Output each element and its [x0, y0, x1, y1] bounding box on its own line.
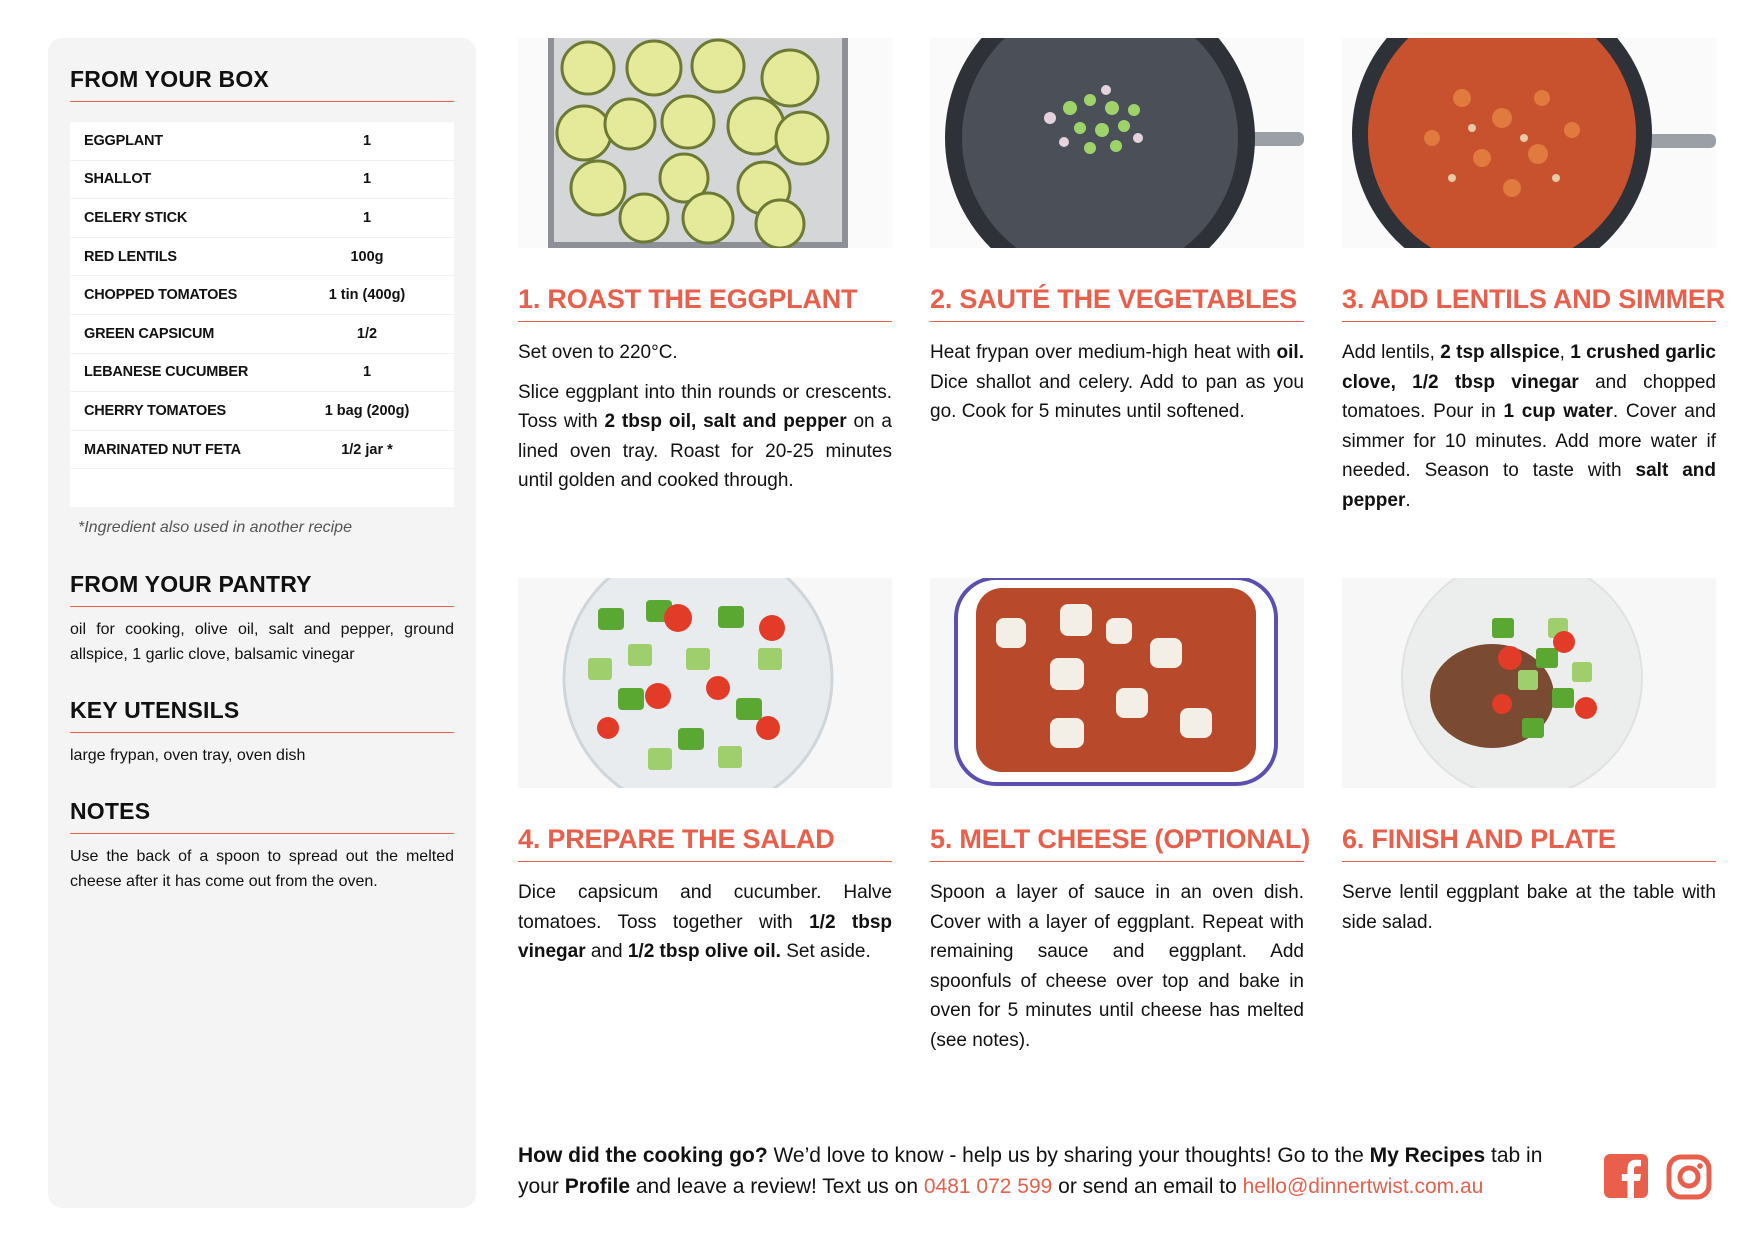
ingredient-row [70, 392, 454, 431]
ingredient-name: LEBANESE CUCUMBER [84, 364, 249, 381]
facebook-icon[interactable] [1604, 1154, 1648, 1203]
step-4-photo-salad-bowl [518, 578, 892, 788]
ingredient-qty: 1 [362, 364, 372, 381]
step-1 [518, 38, 892, 496]
ingredient-row [70, 238, 454, 277]
step-6-body [1342, 878, 1716, 937]
ingredient-name: RED LENTILS [84, 248, 177, 265]
step-2-text: Heat frypan over medium-high heat with oil. Dice shallot and celery. Add to pan as you go. Cook for 5 minutes until softened. [930, 342, 1304, 422]
ingredient-row [70, 315, 454, 354]
step-6-photo-plated-dish [1342, 578, 1716, 788]
step-3-photo-lentil-sauce [1342, 38, 1716, 248]
step-2-body [930, 338, 1304, 427]
from-your-box-heading: FROM YOUR BOX [70, 66, 454, 102]
step-6-text: Serve lentil eggplant bake at the table with side salad. [1342, 882, 1716, 933]
ingredient-row [70, 161, 454, 200]
ingredient-row [70, 276, 454, 315]
ingredient-qty: 100g [350, 248, 384, 265]
utensils-heading: KEY UTENSILS [70, 697, 454, 733]
ingredient-qty: 1/2 jar * [341, 441, 393, 458]
feedback-question: How did the cooking go? [518, 1144, 768, 1167]
ingredient-name: SHALLOT [84, 171, 152, 188]
ingredient-qty: 1 tin (400g) [328, 287, 406, 304]
step-2-photo-frypan-vegetables [930, 38, 1304, 248]
pantry-text: oil for cooking, olive oil, salt and pepper, ground allspice, 1 garlic clove, balsamic vinegar [70, 621, 454, 664]
utensils-section [70, 697, 454, 768]
ingredient-qty: 1 [362, 132, 372, 149]
ingredient-name: CHOPPED TOMATOES [84, 287, 238, 304]
step-6 [1342, 578, 1716, 937]
step-1-photo-eggplant-tray [518, 38, 892, 248]
step-5-title: 5. MELT CHEESE (OPTIONAL) [930, 824, 1304, 862]
ingredient-qty: 1 [362, 171, 372, 188]
ingredient-row-empty [70, 469, 454, 507]
pantry-section [70, 571, 454, 667]
profile-link[interactable]: Profile [564, 1175, 631, 1198]
sidebar [48, 38, 476, 1208]
ingredient-row [70, 354, 454, 393]
ingredient-name: EGGPLANT [84, 132, 163, 149]
ingredient-qty: 1 bag (200g) [324, 402, 410, 419]
step-5 [930, 578, 1311, 1055]
step-1-title: 1. ROAST THE EGGPLANT [518, 284, 892, 322]
step-5-body [930, 878, 1304, 1055]
step-4-text: Dice capsicum and cucumber. Halve tomatoes. Toss together with 1/2 tbsp vinegar and 1/2 tbsp olive oil. Set aside. [518, 882, 892, 962]
step-3 [1342, 38, 1726, 515]
notes-text: Use the back of a spoon to spread out the melted cheese after it has come out from the oven. [70, 848, 454, 891]
instagram-icon[interactable] [1666, 1154, 1712, 1205]
ingredient-footnote: *Ingredient also used in another recipe [78, 519, 352, 537]
step-5-photo-oven-dish [930, 578, 1304, 788]
email-link[interactable]: hello@dinnertwist.com.au [1242, 1175, 1484, 1198]
ingredient-name: GREEN CAPSICUM [84, 325, 215, 342]
pantry-heading: FROM YOUR PANTRY [70, 571, 454, 607]
ingredient-name: MARINATED NUT FETA [84, 441, 241, 458]
ingredient-row [70, 122, 454, 161]
ingredient-row [70, 431, 454, 470]
step-5-text: Spoon a layer of sauce in an oven dish. Cover with a layer of eggplant. Repeat with remaining sauce and eggplant. Add spoonfuls of cheese over top and bake in oven for 5 minutes until cheese has melted (see notes). [930, 882, 1304, 1051]
step-1-body [518, 338, 892, 496]
step-3-title: 3. ADD LENTILS AND SIMMER [1342, 284, 1716, 322]
notes-section [70, 798, 454, 894]
step-2 [930, 38, 1304, 427]
utensils-text: large frypan, oven tray, oven dish [70, 747, 306, 765]
ingredient-qty: 1/2 [356, 325, 378, 342]
step-4 [518, 578, 892, 967]
notes-heading: NOTES [70, 798, 454, 834]
ingredient-qty: 1 [362, 209, 372, 226]
phone-link[interactable]: 0481 072 599 [923, 1175, 1053, 1198]
ingredient-row [70, 199, 454, 238]
step-1-text-2: Slice eggplant into thin rounds or crescents. Toss with 2 tbsp oil, salt and pepper on a lined oven tray. Roast for 20-25 minutes until golden and cooked through. [518, 381, 892, 491]
step-4-body [518, 878, 892, 967]
step-2-title: 2. SAUTÉ THE VEGETABLES [930, 284, 1304, 322]
step-3-text: Add lentils, 2 tsp allspice, 1 crushed garlic clove, 1/2 tbsp vinegar and chopped tomatoes. Pour in 1 cup water. Cover and simmer for 10 minutes. Add more water if needed. Season to taste with salt and pepper. [1342, 342, 1716, 511]
step-6-title: 6. FINISH AND PLATE [1342, 824, 1716, 862]
ingredient-name: CHERRY TOMATOES [84, 402, 227, 419]
ingredient-name: CELERY STICK [84, 209, 188, 226]
ingredients-table [70, 122, 454, 507]
step-4-title: 4. PREPARE THE SALAD [518, 824, 892, 862]
my-recipes-link[interactable]: My Recipes [1369, 1144, 1486, 1167]
step-3-body [1342, 338, 1716, 515]
feedback-footer: How did the cooking go? We’d love to know - help us by sharing your thoughts! Go to the My Recipes tab in your Profile and leave a review! Text us on 0481 072 599 or send an email to hello@dinnertwist.com.au [518, 1144, 1543, 1198]
step-1-text: Set oven to 220°C. [518, 342, 678, 363]
